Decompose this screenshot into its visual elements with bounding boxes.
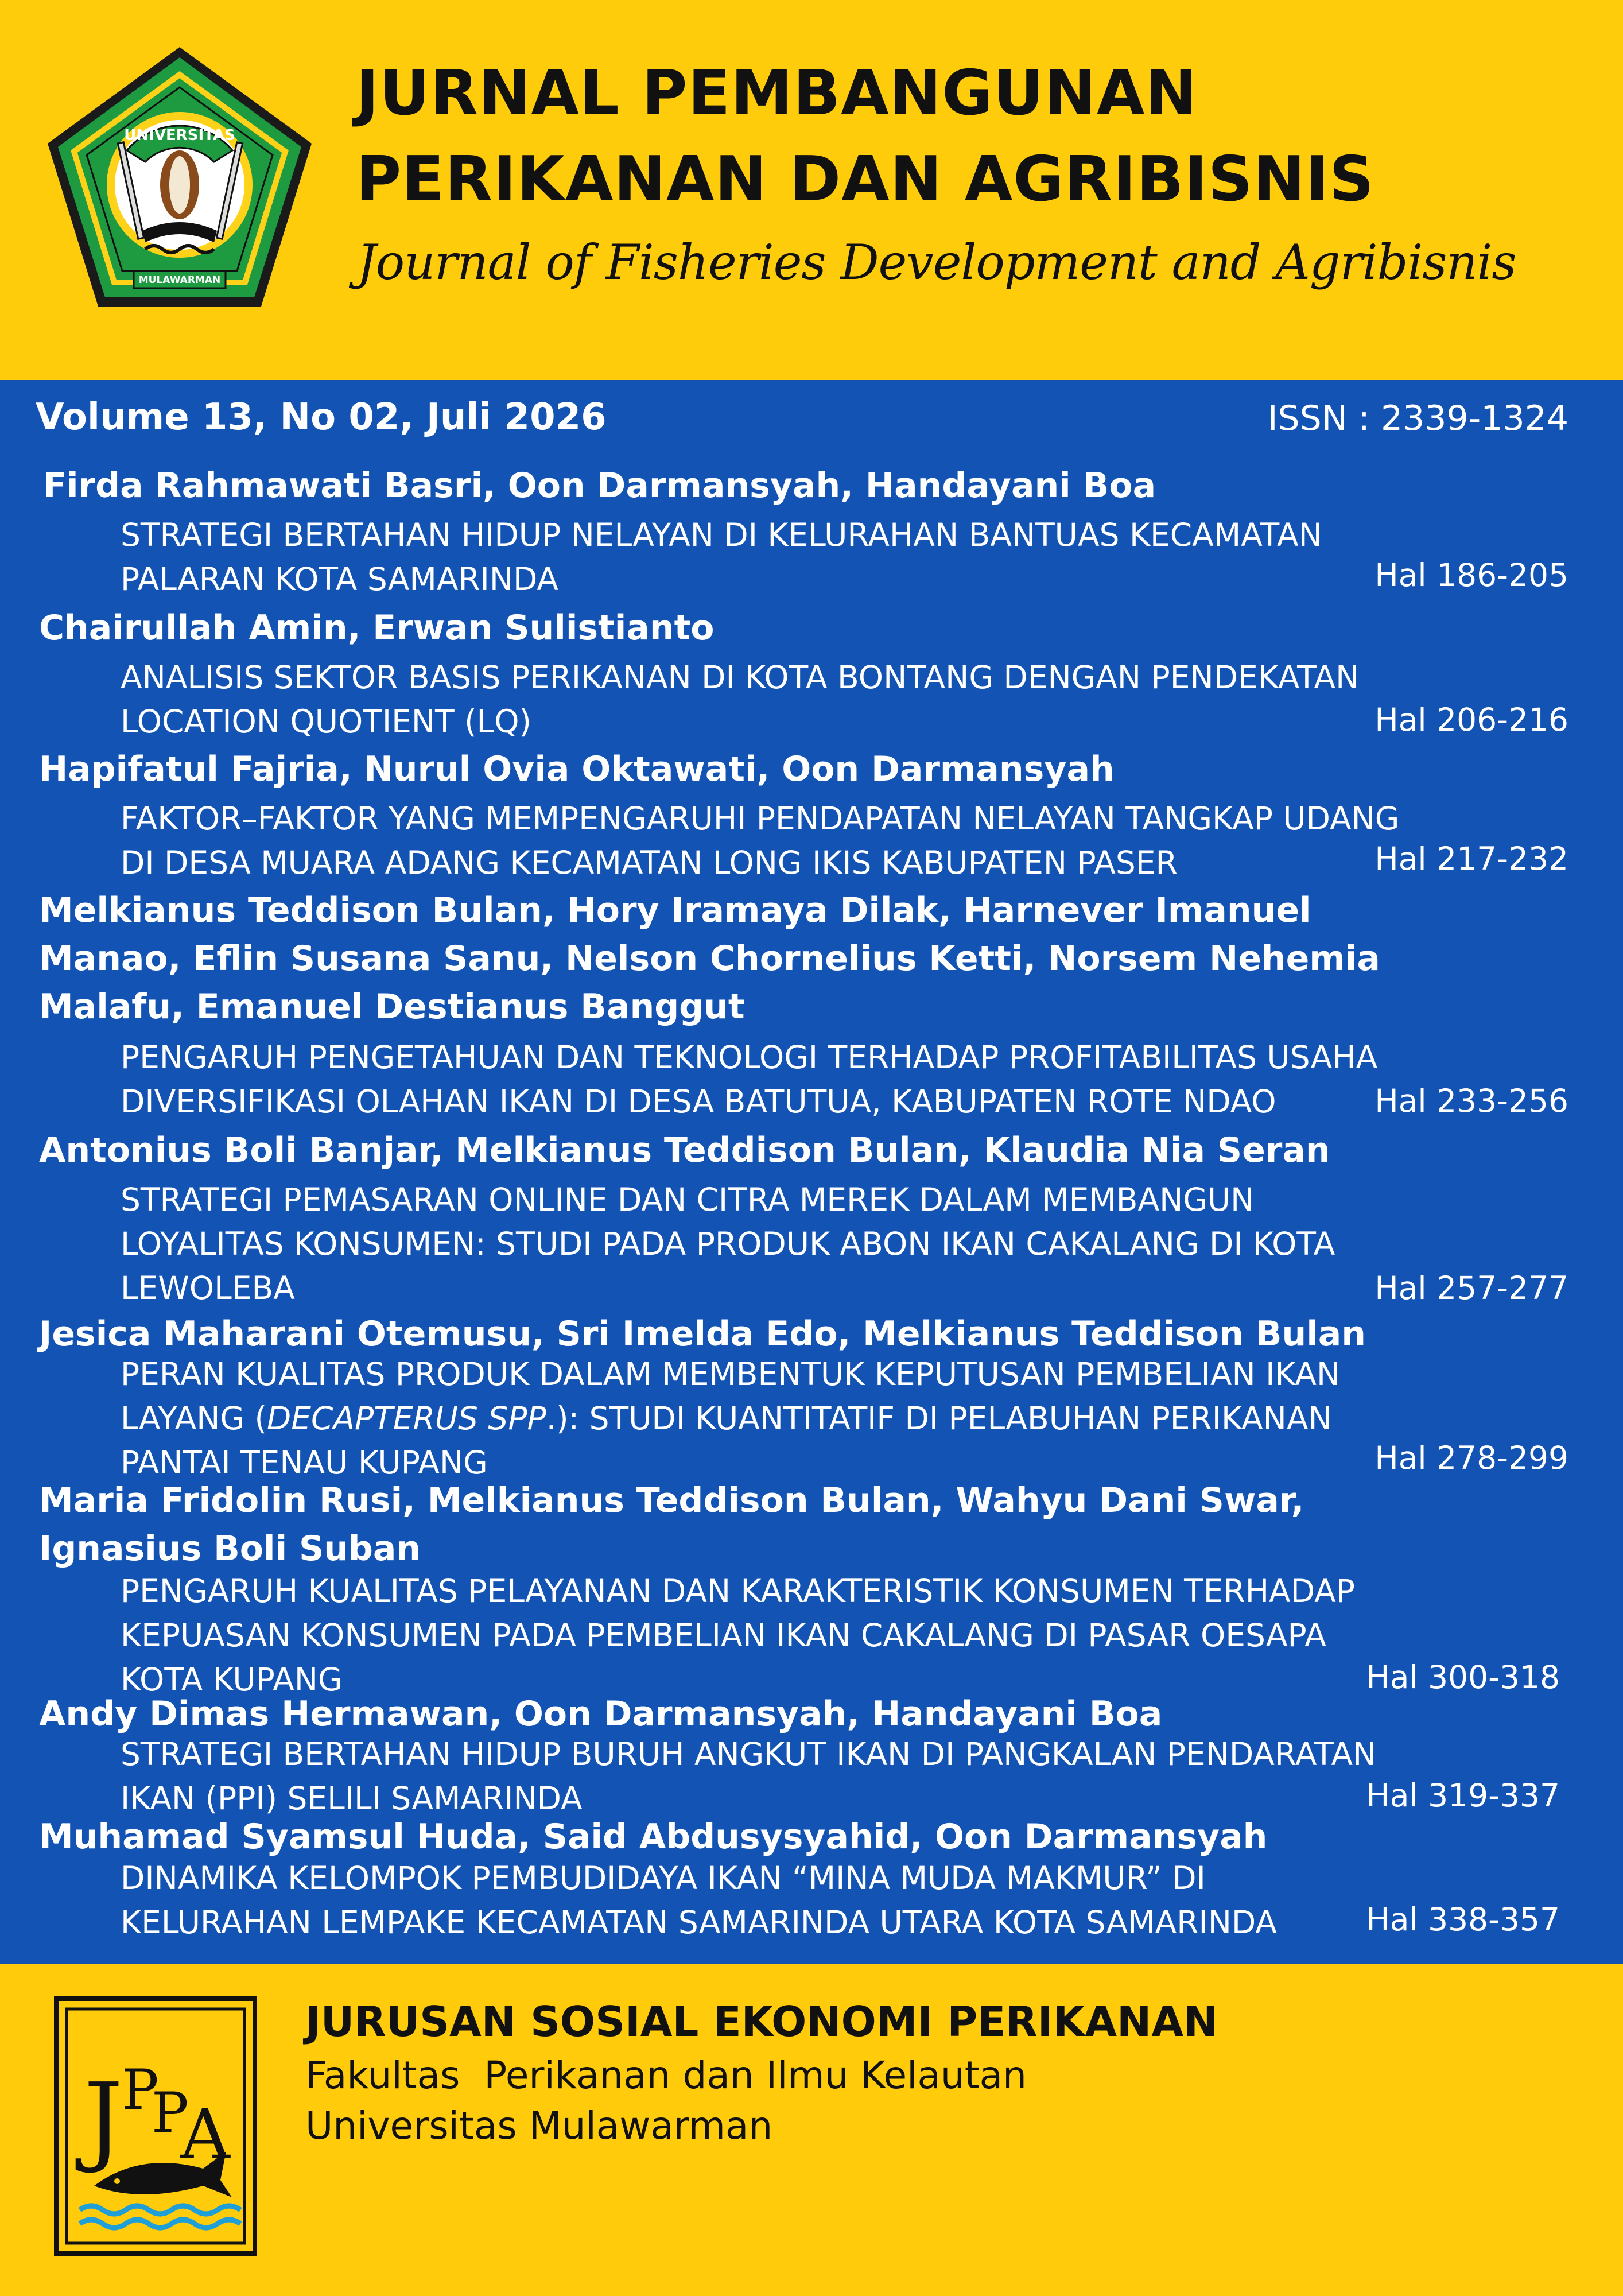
article-title-species: DECAPTERUS SPP (266, 1400, 546, 1437)
cover-footer (0, 1964, 1623, 2296)
article-title: PENGARUH PENGETAHUAN DAN TEKNOLOGI TERHADAP PROFITABILITAS USAHA DIVERSIFIKASI OLAHAN IKAN DI DESA BATUTUA, KABUPATEN ROTE NDAO (121, 1039, 1378, 1120)
article-title: PENGARUH KUALITAS PELAYANAN DAN KARAKTERISTIK KONSUMEN TERHADAP KEPUASAN KONSUMEN PADA PEMBELIAN IKAN CAKALANG DI PASAR OESAPA KOTA KUPANG (121, 1573, 1355, 1698)
svg-text:P: P (122, 2058, 159, 2122)
journal-subtitle: Journal of Fisheries Development and Agribisnis (357, 234, 1516, 290)
article-pages: Hal 206-216 (1374, 701, 1568, 738)
article-authors: Andy Dimas Hermawan, Oon Darmansyah, Handayani Boa (39, 1694, 1163, 1734)
article-authors: Hapifatul Fajria, Nurul Ovia Oktawati, Oon Darmansyah (39, 749, 1115, 789)
article-pages: Hal 186-205 (1374, 557, 1568, 594)
article-authors: Antonius Boli Banjar, Melkianus Teddison Bulan, Klaudia Nia Seran (39, 1130, 1330, 1170)
article-authors: Firda Rahmawati Basri, Oon Darmansyah, Handayani Boa (43, 466, 1156, 506)
svg-text:P: P (152, 2081, 189, 2145)
article-title: STRATEGI PEMASARAN ONLINE DAN CITRA MEREK DALAM MEMBANGUN LOYALITAS KONSUMEN: STUDI PADA PRODUK ABON IKAN CAKALANG DI KOTA LEWOLEBA (121, 1181, 1335, 1306)
journal-title (356, 51, 1374, 223)
svg-text:MULAWARMAN: MULAWARMAN (138, 274, 221, 286)
issn-label: ISSN : 2339-1324 (1267, 398, 1568, 439)
jppa-logo-icon (54, 1996, 257, 2256)
article-pages: Hal 319-337 (1366, 1777, 1560, 1814)
article-title: ANALISIS SEKTOR BASIS PERIKANAN DI KOTA BONTANG DENGAN PENDEKATAN LOCATION QUOTIENT (LQ) (121, 659, 1360, 740)
article-title: STRATEGI BERTAHAN HIDUP BURUH ANGKUT IKAN DI PANGKALAN PENDARATAN IKAN (PPI) SELILI SAMARINDA (121, 1736, 1377, 1817)
article-authors: Jesica Maharani Otemusu, Sri Imelda Edo, Melkianus Teddison Bulan (39, 1314, 1366, 1354)
svg-text:UNIVERSITAS: UNIVERSITAS (124, 127, 235, 144)
faculty-name: Fakultas Perikanan dan Ilmu Kelautan (305, 2053, 1027, 2097)
article-pages: Hal 233-256 (1374, 1083, 1568, 1119)
university-emblem-icon (42, 41, 317, 321)
department-name: JURUSAN SOSIAL EKONOMI PERIKANAN (305, 1998, 1218, 2046)
svg-text:J: J (84, 2062, 123, 2176)
article-title: FAKTOR–FAKTOR YANG MEMPENGARUHI PENDAPATAN NELAYAN TANGKAP UDANG DI DESA MUARA ADANG KECAMATAN LONG IKIS KABUPATEN PASER (121, 800, 1400, 881)
article-authors: Maria Fridolin Rusi, Melkianus Teddison Bulan, Wahyu Dani Swar, Ignasius Boli Suban (39, 1480, 1304, 1569)
svg-text:A: A (180, 2095, 230, 2175)
article-authors: Muhamad Syamsul Huda, Said Abdusysyahid, Oon Darmansyah (39, 1817, 1268, 1857)
table-of-contents (0, 380, 1623, 1964)
article-title (121, 1352, 1406, 1485)
article-title: STRATEGI BERTAHAN HIDUP NELAYAN DI KELURAHAN BANTUAS KECAMATAN PALARAN KOTA SAMARINDA (121, 517, 1322, 598)
volume-label: Volume 13, No 02, Juli 2026 (36, 396, 607, 439)
journal-title-line2: PERIKANAN DAN AGRIBISNIS (356, 144, 1374, 215)
article-pages: Hal 338-357 (1366, 1901, 1560, 1938)
article-title: DINAMIKA KELOMPOK PEMBUDIDAYA IKAN “MINA MUDA MAKMUR” DI KELURAHAN LEMPAKE KECAMATAN SAMARINDA UTARA KOTA SAMARINDA (121, 1860, 1277, 1941)
article-title-part-b: .): STUDI KUANTITATIF DI PELABUHAN PERIKANAN PANTAI TENAU KUPANG (121, 1400, 1332, 1481)
faculty-info (305, 2050, 1027, 2151)
article-authors: Chairullah Amin, Erwan Sulistianto (39, 608, 715, 648)
cover-header (0, 0, 1623, 380)
journal-title-line1: JURNAL PEMBANGUNAN (356, 57, 1198, 129)
article-authors: Melkianus Teddison Bulan, Hory Iramaya Dilak, Harnever Imanuel Manao, Eflin Susana Sanu, Nelson Chornelius Ketti, Norsem Nehemia Malafu, Emanuel Destianus Banggut (39, 890, 1380, 1027)
article-pages: Hal 278-299 (1374, 1440, 1568, 1476)
article-title-part-a: PERAN KUALITAS PRODUK DALAM MEMBENTUK KEPUTUSAN PEMBELIAN IKAN LAYANG ( (121, 1356, 1341, 1437)
article-pages: Hal 217-232 (1374, 840, 1568, 877)
university-name: Universitas Mulawarman (305, 2104, 773, 2148)
article-pages: Hal 257-277 (1374, 1270, 1568, 1306)
article-pages: Hal 300-318 (1366, 1659, 1560, 1696)
